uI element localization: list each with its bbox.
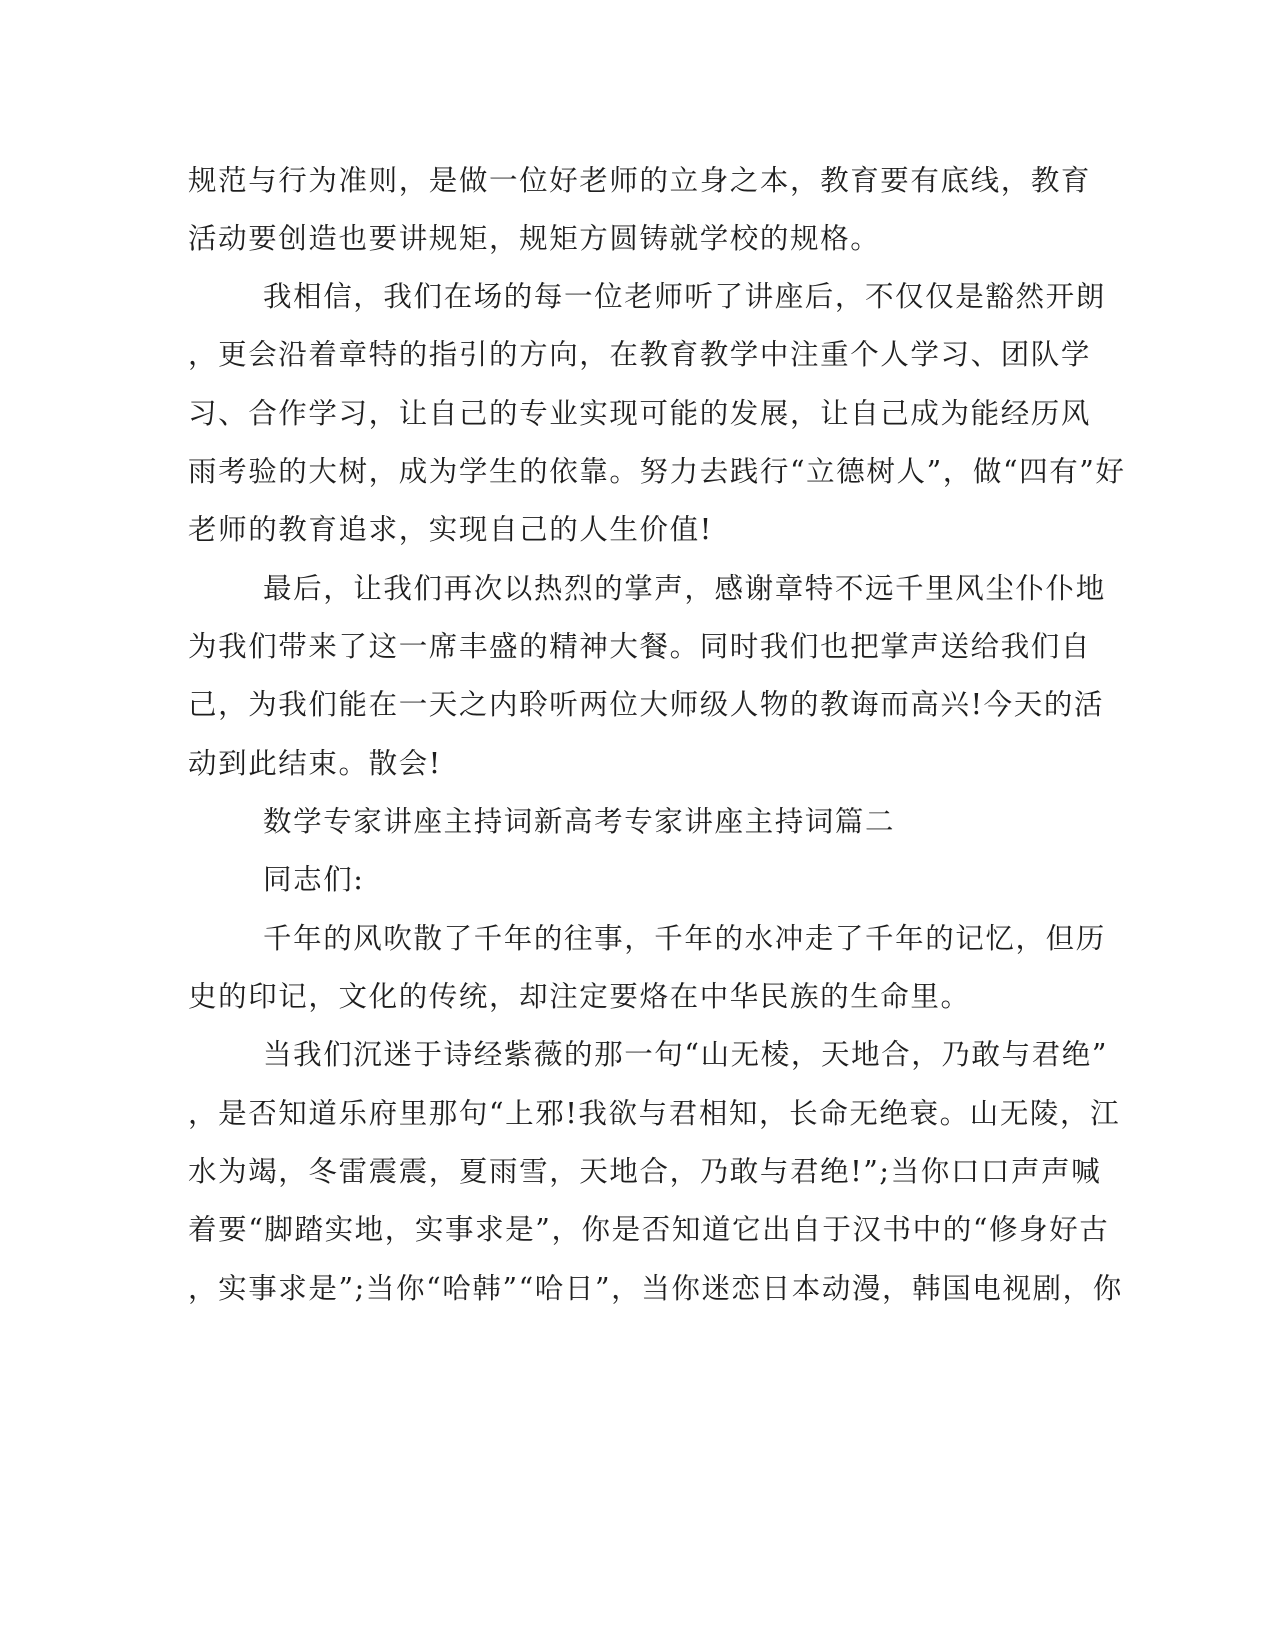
text-line-15: 史的印记，文化的传统，却注定要烙在中华民族的生命里。 <box>188 980 971 1013</box>
text-line-5: 习、合作学习，让自己的专业实现可能的发展，让自己成为能经历风 <box>188 397 1092 430</box>
text-line-1: 规范与行为准则，是做一位好老师的立身之本，教育要有底线，教育 <box>188 164 1092 197</box>
text-line-20: ，实事求是”;当你“哈韩”“哈日”，当你迷恋日本动漫，韩国电视剧，你 <box>188 1272 1123 1305</box>
text-line-19: 着要“脚踏实地，实事求是”，你是否知道它出自于汉书中的“修身好古 <box>188 1213 1110 1246</box>
text-line-9: 为我们带来了这一席丰盛的精神大餐。同时我们也把掌声送给我们自 <box>188 630 1092 663</box>
salutation: 同志们: <box>263 863 365 896</box>
text-line-14: 千年的风吹散了千年的往事，千年的水冲走了千年的记忆，但历 <box>263 922 1106 955</box>
text-line-10: 己，为我们能在一天之内聆听两位大师级人物的教诲而高兴!今天的活 <box>188 688 1105 721</box>
text-line-8: 最后，让我们再次以热烈的掌声，感谢章特不远千里风尘仆仆地 <box>263 572 1106 605</box>
text-line-6: 雨考验的大树，成为学生的依靠。努力去践行“立德树人”，做“四有”好 <box>188 455 1126 488</box>
section-heading: 数学专家讲座主持词新高考专家讲座主持词篇二 <box>263 805 896 838</box>
text-line-11: 动到此结束。散会! <box>188 747 442 780</box>
text-line-17: ，是否知道乐府里那句“上邪!我欲与君相知，长命无绝衰。山无陵，江 <box>188 1097 1121 1130</box>
text-line-18: 水为竭，冬雷震震，夏雨雪，天地合，乃敢与君绝!”;当你口口声声喊 <box>188 1155 1102 1188</box>
text-line-7: 老师的教育追求，实现自己的人生价值! <box>188 513 713 546</box>
text-line-3: 我相信，我们在场的每一位老师听了讲座后，不仅仅是豁然开朗 <box>263 280 1106 313</box>
text-line-2: 活动要创造也要讲规矩，规矩方圆铸就学校的规格。 <box>188 222 881 255</box>
text-line-16: 当我们沉迷于诗经紫薇的那一句“山无棱，天地合，乃敢与君绝” <box>263 1038 1109 1071</box>
text-line-4: ，更会沿着章特的指引的方向，在教育教学中注重个人学习、团队学 <box>188 338 1092 371</box>
